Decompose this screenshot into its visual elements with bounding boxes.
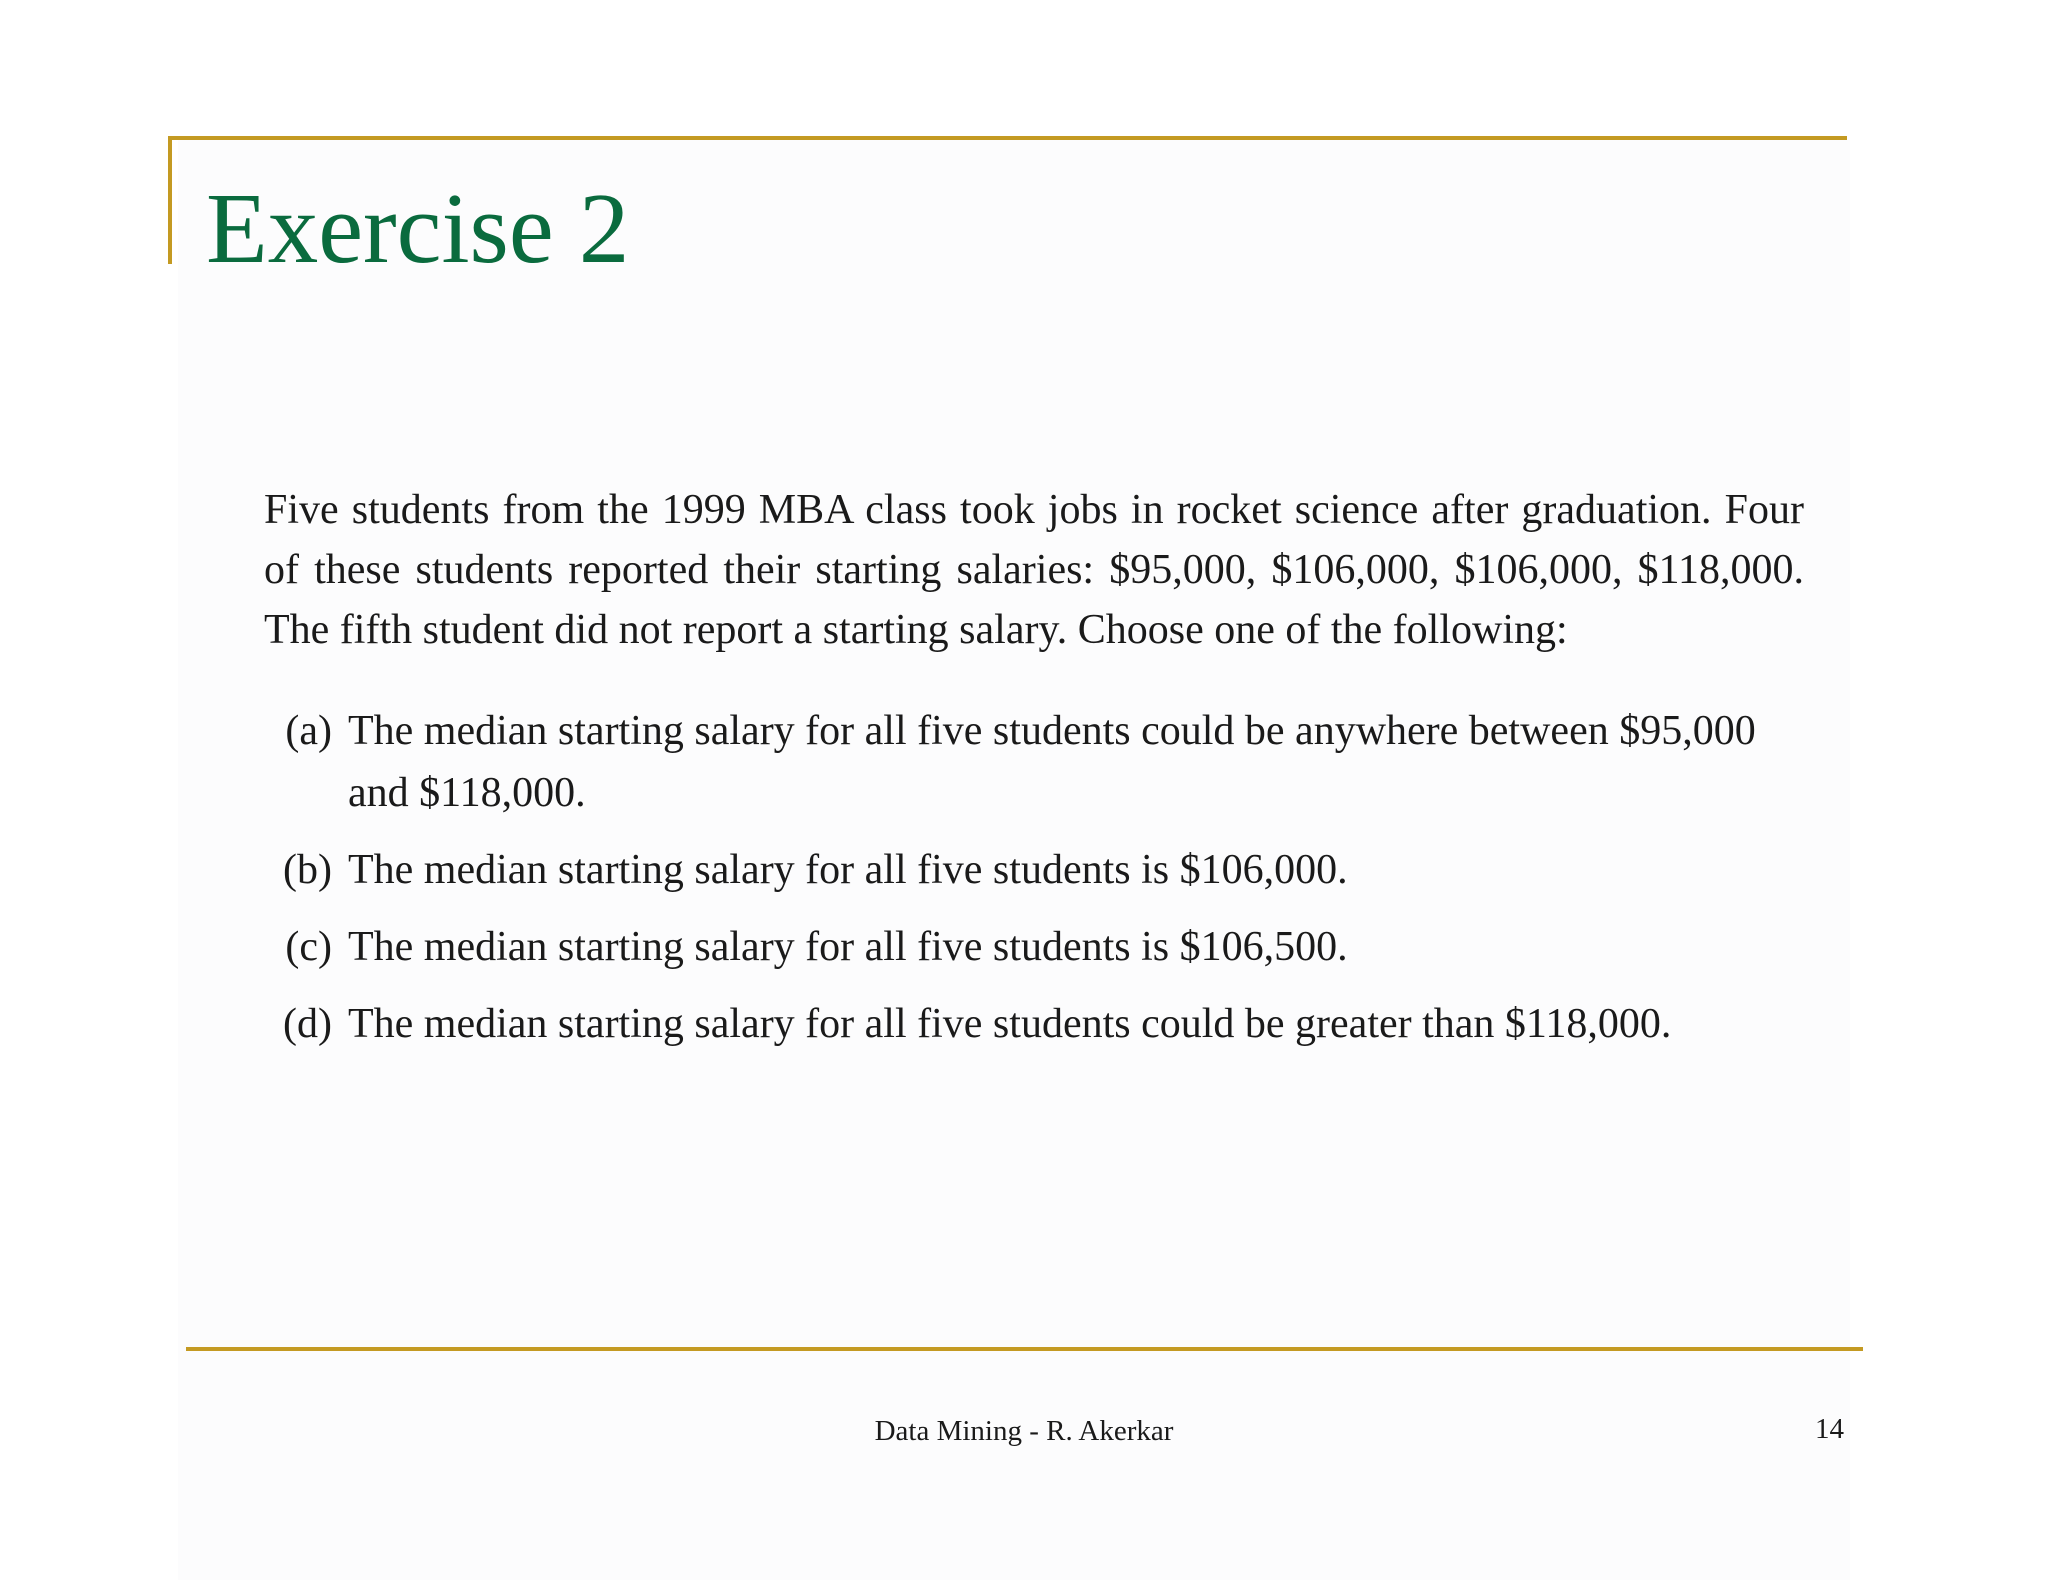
title-left-rule xyxy=(168,136,172,264)
option-text: The median starting salary for all five students could be greater than $118,000. xyxy=(348,1001,1672,1047)
footer-caption: Data Mining - R. Akerkar xyxy=(874,1415,1174,1447)
option-d xyxy=(264,993,1804,1055)
option-text: The median starting salary for all five students is $106,000. xyxy=(348,847,1348,893)
option-c xyxy=(264,916,1804,978)
slide-title: Exercise 2 xyxy=(206,172,630,284)
problem-statement xyxy=(264,480,1804,1070)
option-label: (a) xyxy=(285,708,332,754)
option-b xyxy=(264,839,1804,901)
option-a xyxy=(264,700,1804,824)
option-text: The median starting salary for all five students is $106,500. xyxy=(348,924,1348,970)
footer-rule xyxy=(186,1347,1863,1351)
option-label: (d) xyxy=(283,1001,332,1047)
title-top-rule xyxy=(168,136,1847,140)
option-label: (c) xyxy=(285,924,332,970)
page-number: 14 xyxy=(1815,1413,1844,1445)
option-label: (b) xyxy=(283,847,332,893)
answer-options xyxy=(264,700,1804,1055)
problem-intro: Five students from the 1999 MBA class took jobs in rocket science after graduation. Four of these students reported their starting salaries: $95,000, $106,000, $106,000, $118,000. The fifth student did not report a starting salary. Choose one of the following: xyxy=(264,487,1804,653)
option-text: The median starting salary for all five students could be anywhere between $95,000 and $118,000. xyxy=(348,708,1756,816)
